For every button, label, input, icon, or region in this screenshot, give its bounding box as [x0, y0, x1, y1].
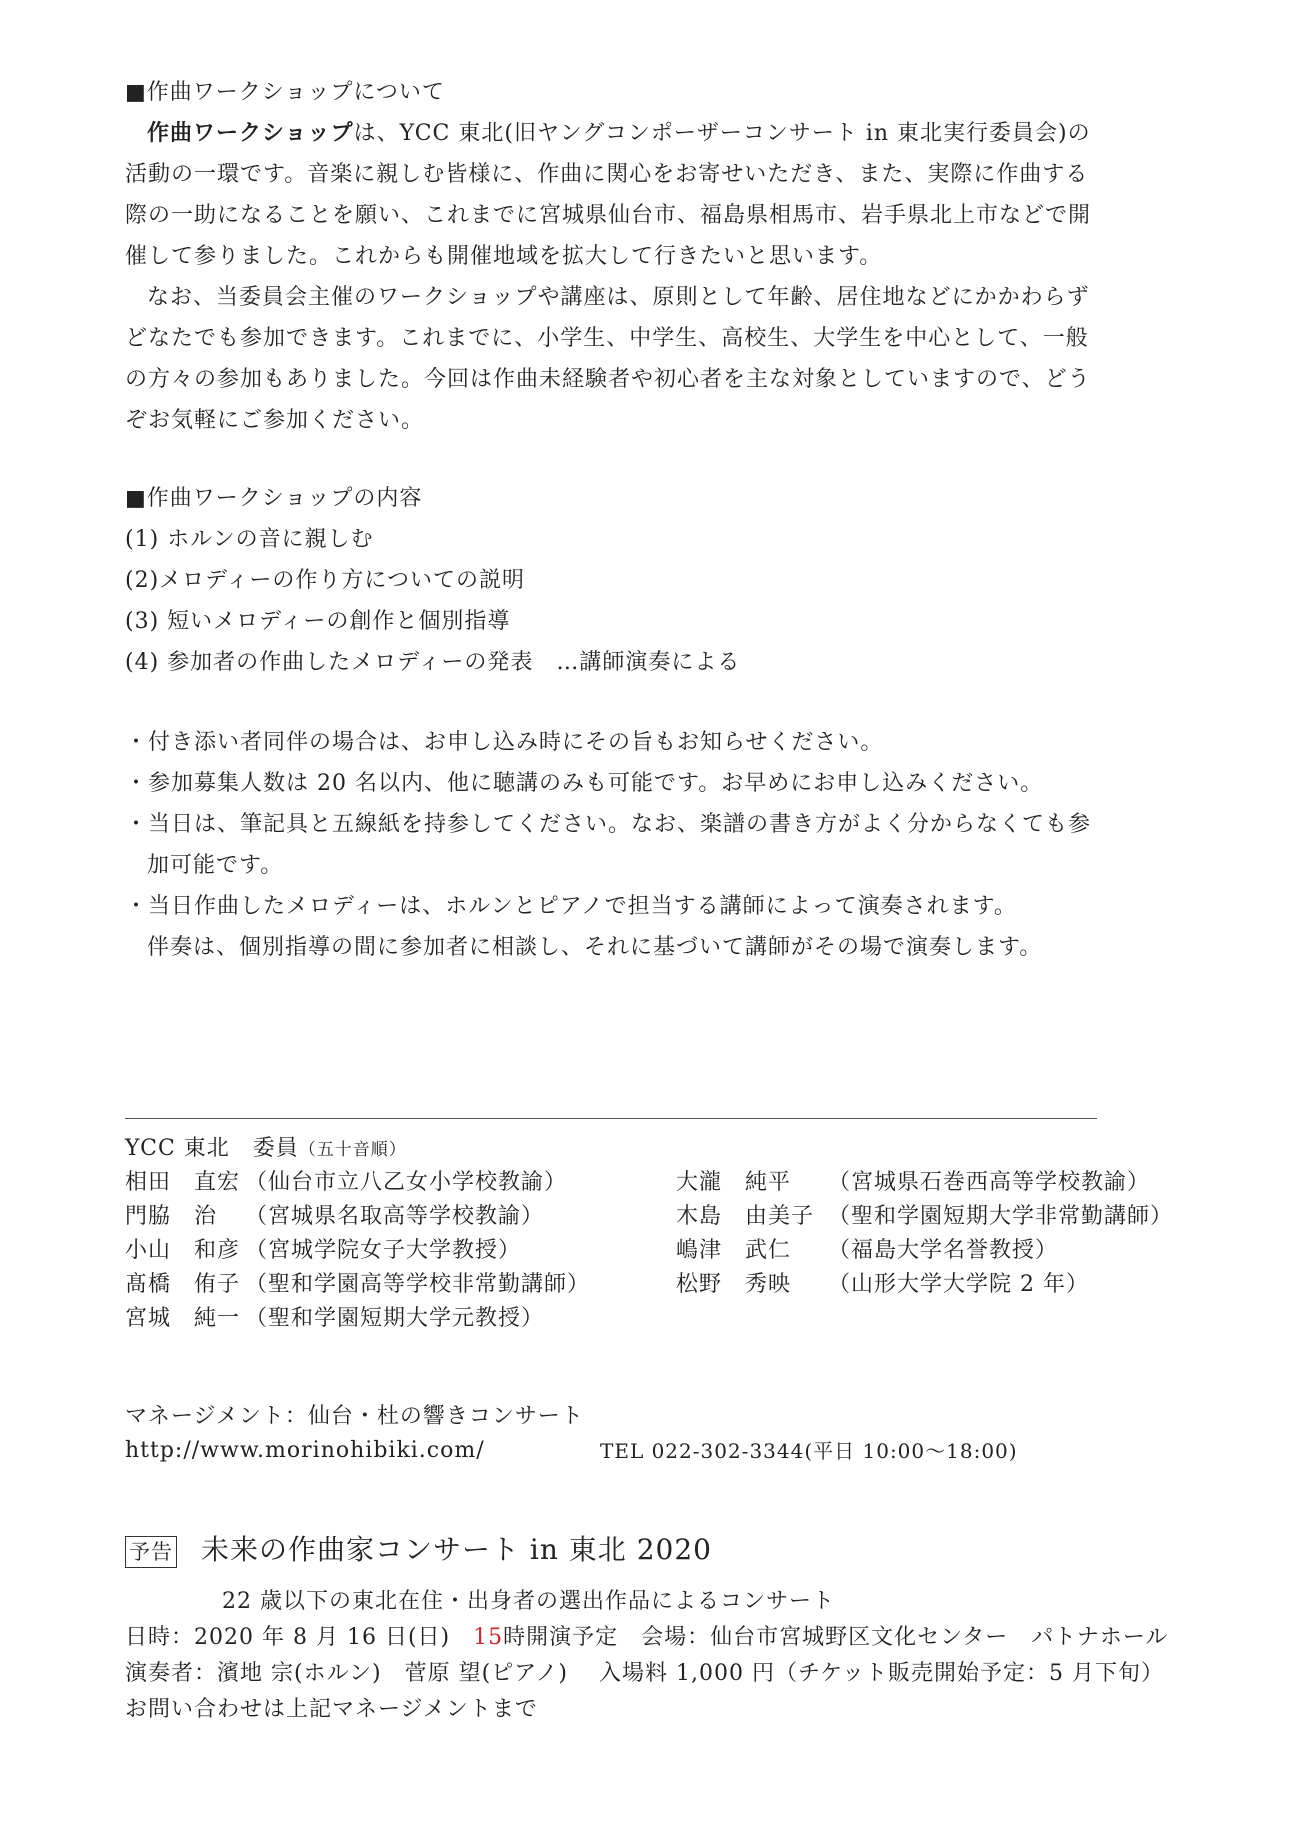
content-item: (3) 短いメロディーの創作と個別指導 — [125, 609, 511, 634]
about-paragraph-2-line-1: なお、当委員会主催のワークショップや講座は、原則として年齢、居住地などにかかわらず — [147, 285, 1090, 310]
committee-member: 嶋津 武仁 （福島大学名誉教授） — [676, 1238, 1059, 1263]
preview-badge: 予告 — [125, 1536, 177, 1568]
committee-member: 宮城 純一 （聖和学園短期大学元教授） — [125, 1306, 545, 1331]
content-item: (2)メロディーの作り方についての説明 — [125, 568, 525, 593]
about-paragraph-2-line-2: どなたでも参加できます。これまでに、小学生、中学生、高校生、大学生を中心として、一般 — [125, 326, 1089, 351]
about-paragraph-1-line-3: 際の一助になることを願い、これまでに宮城県仙台市、福島県相馬市、岩手県北上市などで開 — [125, 203, 1092, 228]
committee-member: 大瀧 純平 （宮城県石巻西高等学校教諭） — [676, 1170, 1151, 1195]
committee-member: 門脇 治 （宮城県名取高等学校教諭） — [125, 1204, 545, 1229]
committee-order: （五十音順） — [298, 1140, 407, 1160]
about-paragraph-1-line-4: 催して参りました。これからも開催地域を拡大して行きたいと思います。 — [125, 244, 883, 269]
note-item-continued: 伴奏は、個別指導の間に参加者に相談し、それに基づいて講師がその場で演奏します。 — [147, 935, 1043, 960]
note-item: ・当日は、筆記具と五線紙を持参してください。なお、楽譜の書き方がよく分からなくても参 — [125, 812, 1092, 837]
management-label: マネージメント：仙台・杜の響きコンサート — [125, 1404, 584, 1429]
committee-member: 木島 由美子 （聖和学園短期大学非常勤講師） — [676, 1204, 1174, 1229]
committee-member: 松野 秀映 （山形大学大学院 2 年） — [676, 1272, 1089, 1297]
management-tel: TEL 022-302-3344(平日 10:00～18:00) — [600, 1439, 1018, 1463]
preview-inquiry: お問い合わせは上記マネージメントまで — [125, 1697, 538, 1722]
note-item-continued: 加可能です。 — [147, 853, 284, 878]
content-heading: ■作曲ワークショップの内容 — [125, 486, 423, 511]
committee-right-column — [676, 1166, 1173, 1302]
preview-date-line: 日時：2020 年 8 月 16 日(日) 15時開演予定 会場：仙台市宮城野区文化センター パトナホール — [125, 1625, 1169, 1650]
management-url-link[interactable]: http://www.morinohibiki.com/ — [125, 1438, 485, 1463]
committee-member: 相田 直宏 （仙台市立八乙女小学校教諭） — [125, 1170, 568, 1195]
content-item: (4) 参加者の作曲したメロディーの発表 …講師演奏による — [125, 650, 741, 675]
preview-title: 未来の作曲家コンサート in 東北 2020 — [201, 1533, 712, 1566]
about-paragraph-2-line-4: ぞお気軽にご参加ください。 — [125, 408, 425, 433]
about-heading: ■作曲ワークショップについて — [125, 80, 445, 105]
preview-performers: 演奏者：濱地 宗(ホルン) 菅原 望(ピアノ) 入場料 1,000 円（チケット販売開始予定：5 月下旬） — [125, 1661, 1164, 1686]
preview-subtitle: 22 歳以下の東北在住・出身者の選出作品によるコンサート — [222, 1589, 835, 1614]
note-item: ・付き添い者同伴の場合は、お申し込み時にその旨もお知らせください。 — [125, 730, 884, 755]
content-item: (1) ホルンの音に親しむ — [125, 527, 374, 552]
section-divider — [125, 1118, 1097, 1119]
committee-member: 髙橋 侑子 （聖和学園高等学校非常勤講師） — [125, 1272, 591, 1297]
preview-heading — [125, 1533, 712, 1570]
content-section — [125, 478, 740, 683]
workshop-name: 作曲ワークショップ — [147, 120, 354, 146]
committee-member: 小山 和彦 （宮城学院女子大学教授） — [125, 1238, 522, 1263]
preview-time-highlight: 15 — [473, 1625, 504, 1650]
about-paragraph-1-line-1: 作曲ワークショップは、YCC 東北(旧ヤングコンポーザーコンサート in 東北実行委員会)の — [147, 120, 1091, 146]
note-item: ・当日作曲したメロディーは、ホルンとピアノで担当する講師によって演奏されます。 — [125, 894, 1017, 919]
notes-section — [125, 722, 1091, 968]
committee-left-column — [125, 1166, 590, 1336]
about-paragraph-1-line-2: 活動の一環です。音楽に親しむ皆様に、作曲に関心をお寄せいただき、また、実際に作曲する — [125, 162, 1089, 187]
note-item: ・参加募集人数は 20 名以内、他に聴講のみも可能です。お早めにお申し込みください。 — [125, 771, 1044, 796]
about-section — [125, 72, 1091, 441]
committee-title: YCC 東北 委員（五十音順） — [125, 1136, 407, 1161]
about-paragraph-2-line-3: の方々の参加もありました。今回は作曲未経験者や初心者を主な対象としていますので、どう — [125, 367, 1091, 392]
